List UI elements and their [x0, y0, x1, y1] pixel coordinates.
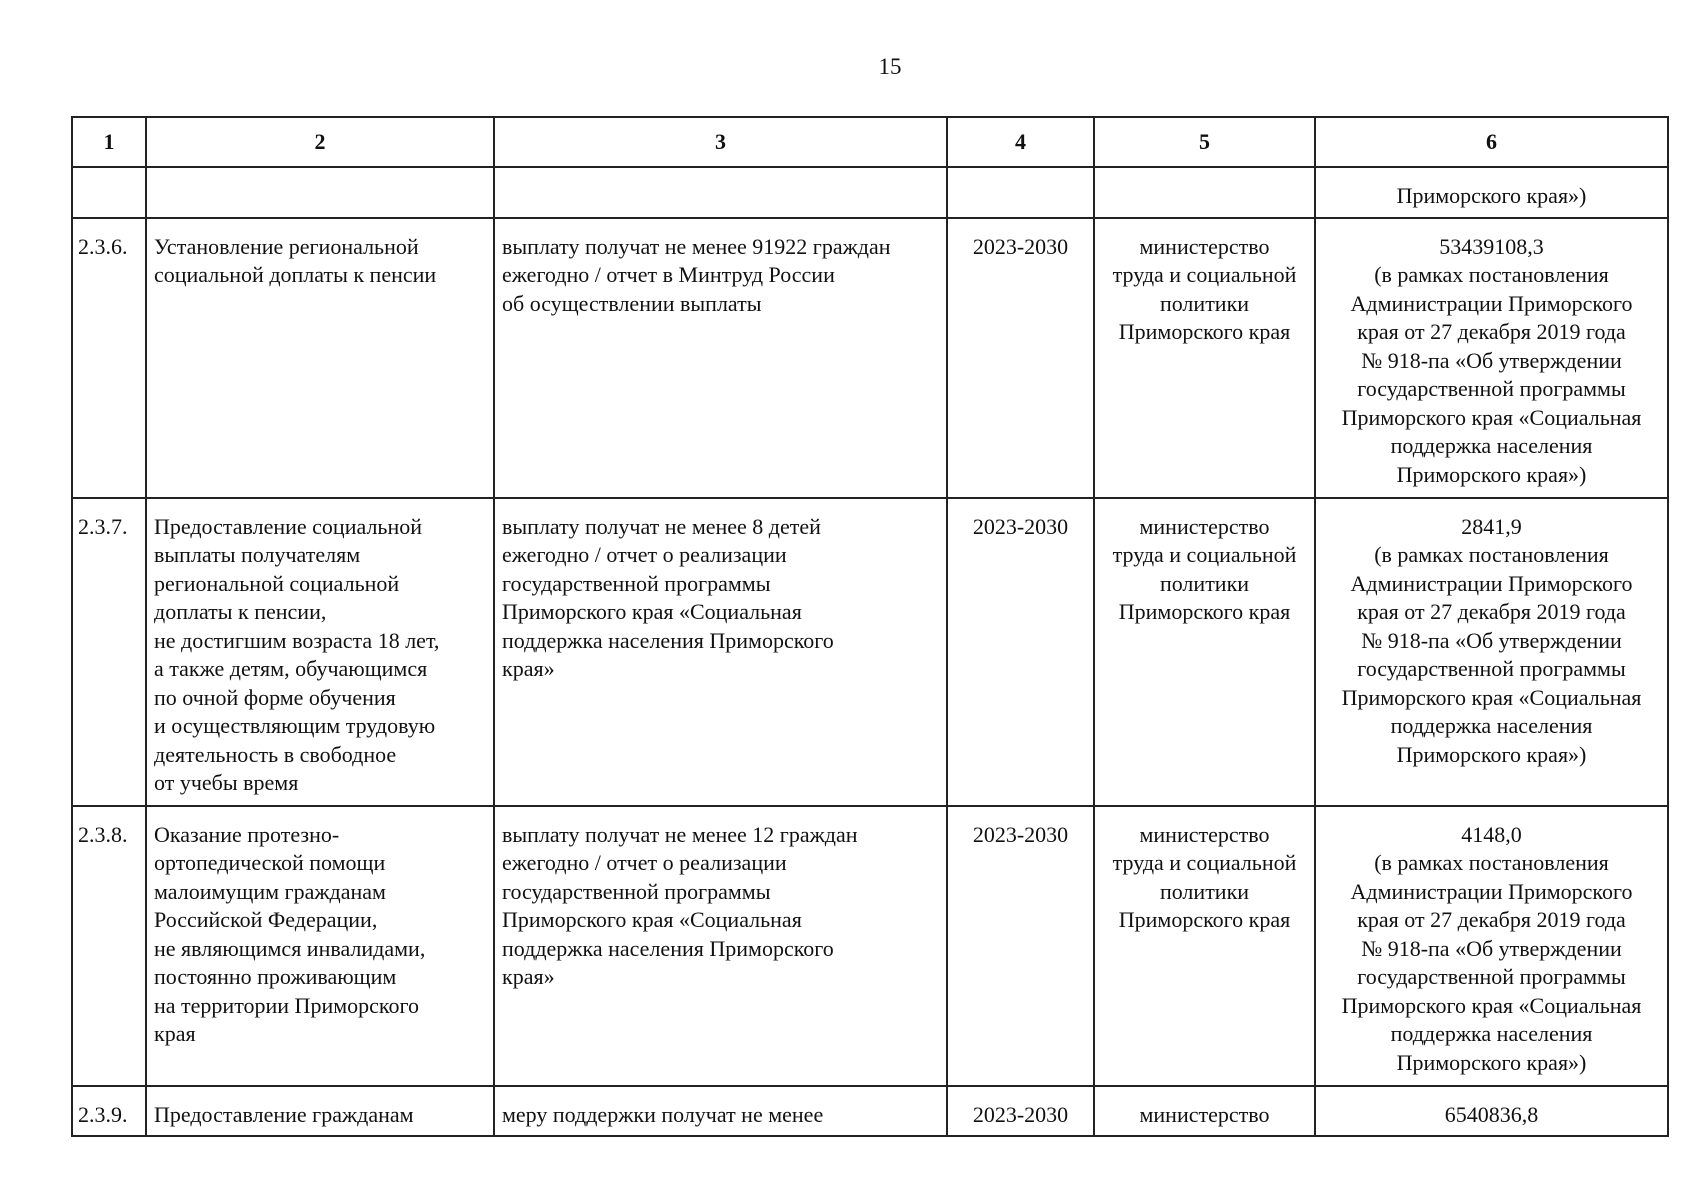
header-cell-1: 1: [72, 117, 146, 167]
funding-cell: 6540836,8: [1315, 1086, 1668, 1137]
result-cell: выплату получат не менее 91922 граждан ежегодно / отчет в Минтруд России об осуществлении выплаты: [494, 218, 947, 498]
result-cell: выплату получат не менее 8 детей ежегодно / отчет о реализации государственной программы Приморского края «Социальная поддержка населения Приморского края»: [494, 498, 947, 806]
executor-cell: министерство труда и социальной политики Приморского края: [1094, 806, 1315, 1086]
empty-cell: [146, 167, 494, 218]
table-row: [72, 498, 1668, 806]
result-cell: меру поддержки получат не менее: [494, 1086, 947, 1137]
empty-cell: [72, 167, 146, 218]
activity-cell: Предоставление гражданам: [146, 1086, 494, 1137]
header-cell-6: 6: [1315, 117, 1668, 167]
period-cell: 2023-2030: [947, 498, 1094, 806]
empty-cell: [947, 167, 1094, 218]
table-row: [72, 806, 1668, 1086]
activity-cell: Предоставление социальной выплаты получателям региональной социальной доплаты к пенсии, не достигшим возраста 18 лет, а также детям, обучающимся по очной форме обучения и осуществляющим трудовую деятельность в свободное от учебы время: [146, 498, 494, 806]
funding-cell: 2841,9 (в рамках постановления Администрации Приморского края от 27 декабря 2019 года № 918-па «Об утверждении государственной программы Приморского края «Социальная поддержка населения Приморского края»): [1315, 498, 1668, 806]
measures-table: [71, 116, 1669, 1137]
period-cell: 2023-2030: [947, 218, 1094, 498]
row-number: 2.3.9.: [72, 1086, 146, 1137]
header-cell-4: 4: [947, 117, 1094, 167]
header-cell-3: 3: [494, 117, 947, 167]
period-cell: 2023-2030: [947, 806, 1094, 1086]
executor-cell: министерство труда и социальной политики Приморского края: [1094, 498, 1315, 806]
continuation-row: [72, 167, 1668, 218]
funding-cell: Приморского края»): [1315, 167, 1668, 218]
table-header-row: [72, 117, 1668, 167]
executor-cell: министерство труда и социальной политики Приморского края: [1094, 218, 1315, 498]
header-cell-5: 5: [1094, 117, 1315, 167]
table-row: [72, 218, 1668, 498]
result-cell: выплату получат не менее 12 граждан ежегодно / отчет о реализации государственной программы Приморского края «Социальная поддержка населения Приморского края»: [494, 806, 947, 1086]
header-cell-2: 2: [146, 117, 494, 167]
empty-cell: [1094, 167, 1315, 218]
row-number: 2.3.6.: [72, 218, 146, 498]
row-number: 2.3.7.: [72, 498, 146, 806]
funding-cell: 53439108,3 (в рамках постановления Администрации Приморского края от 27 декабря 2019 года № 918-па «Об утверждении государственной программы Приморского края «Социальная поддержка населения Приморского края»): [1315, 218, 1668, 498]
activity-cell: Установление региональной социальной доплаты к пенсии: [146, 218, 494, 498]
activity-cell: Оказание протезно- ортопедической помощи малоимущим гражданам Российской Федерации, не являющимся инвалидами, постоянно проживающим на территории Приморского края: [146, 806, 494, 1086]
page-number: 15: [878, 54, 902, 79]
table-row: [72, 1086, 1668, 1137]
row-number: 2.3.8.: [72, 806, 146, 1086]
executor-cell: министерство: [1094, 1086, 1315, 1137]
funding-cell: 4148,0 (в рамках постановления Администрации Приморского края от 27 декабря 2019 года № 918-па «Об утверждении государственной программы Приморского края «Социальная поддержка населения Приморского края»): [1315, 806, 1668, 1086]
period-cell: 2023-2030: [947, 1086, 1094, 1137]
empty-cell: [494, 167, 947, 218]
